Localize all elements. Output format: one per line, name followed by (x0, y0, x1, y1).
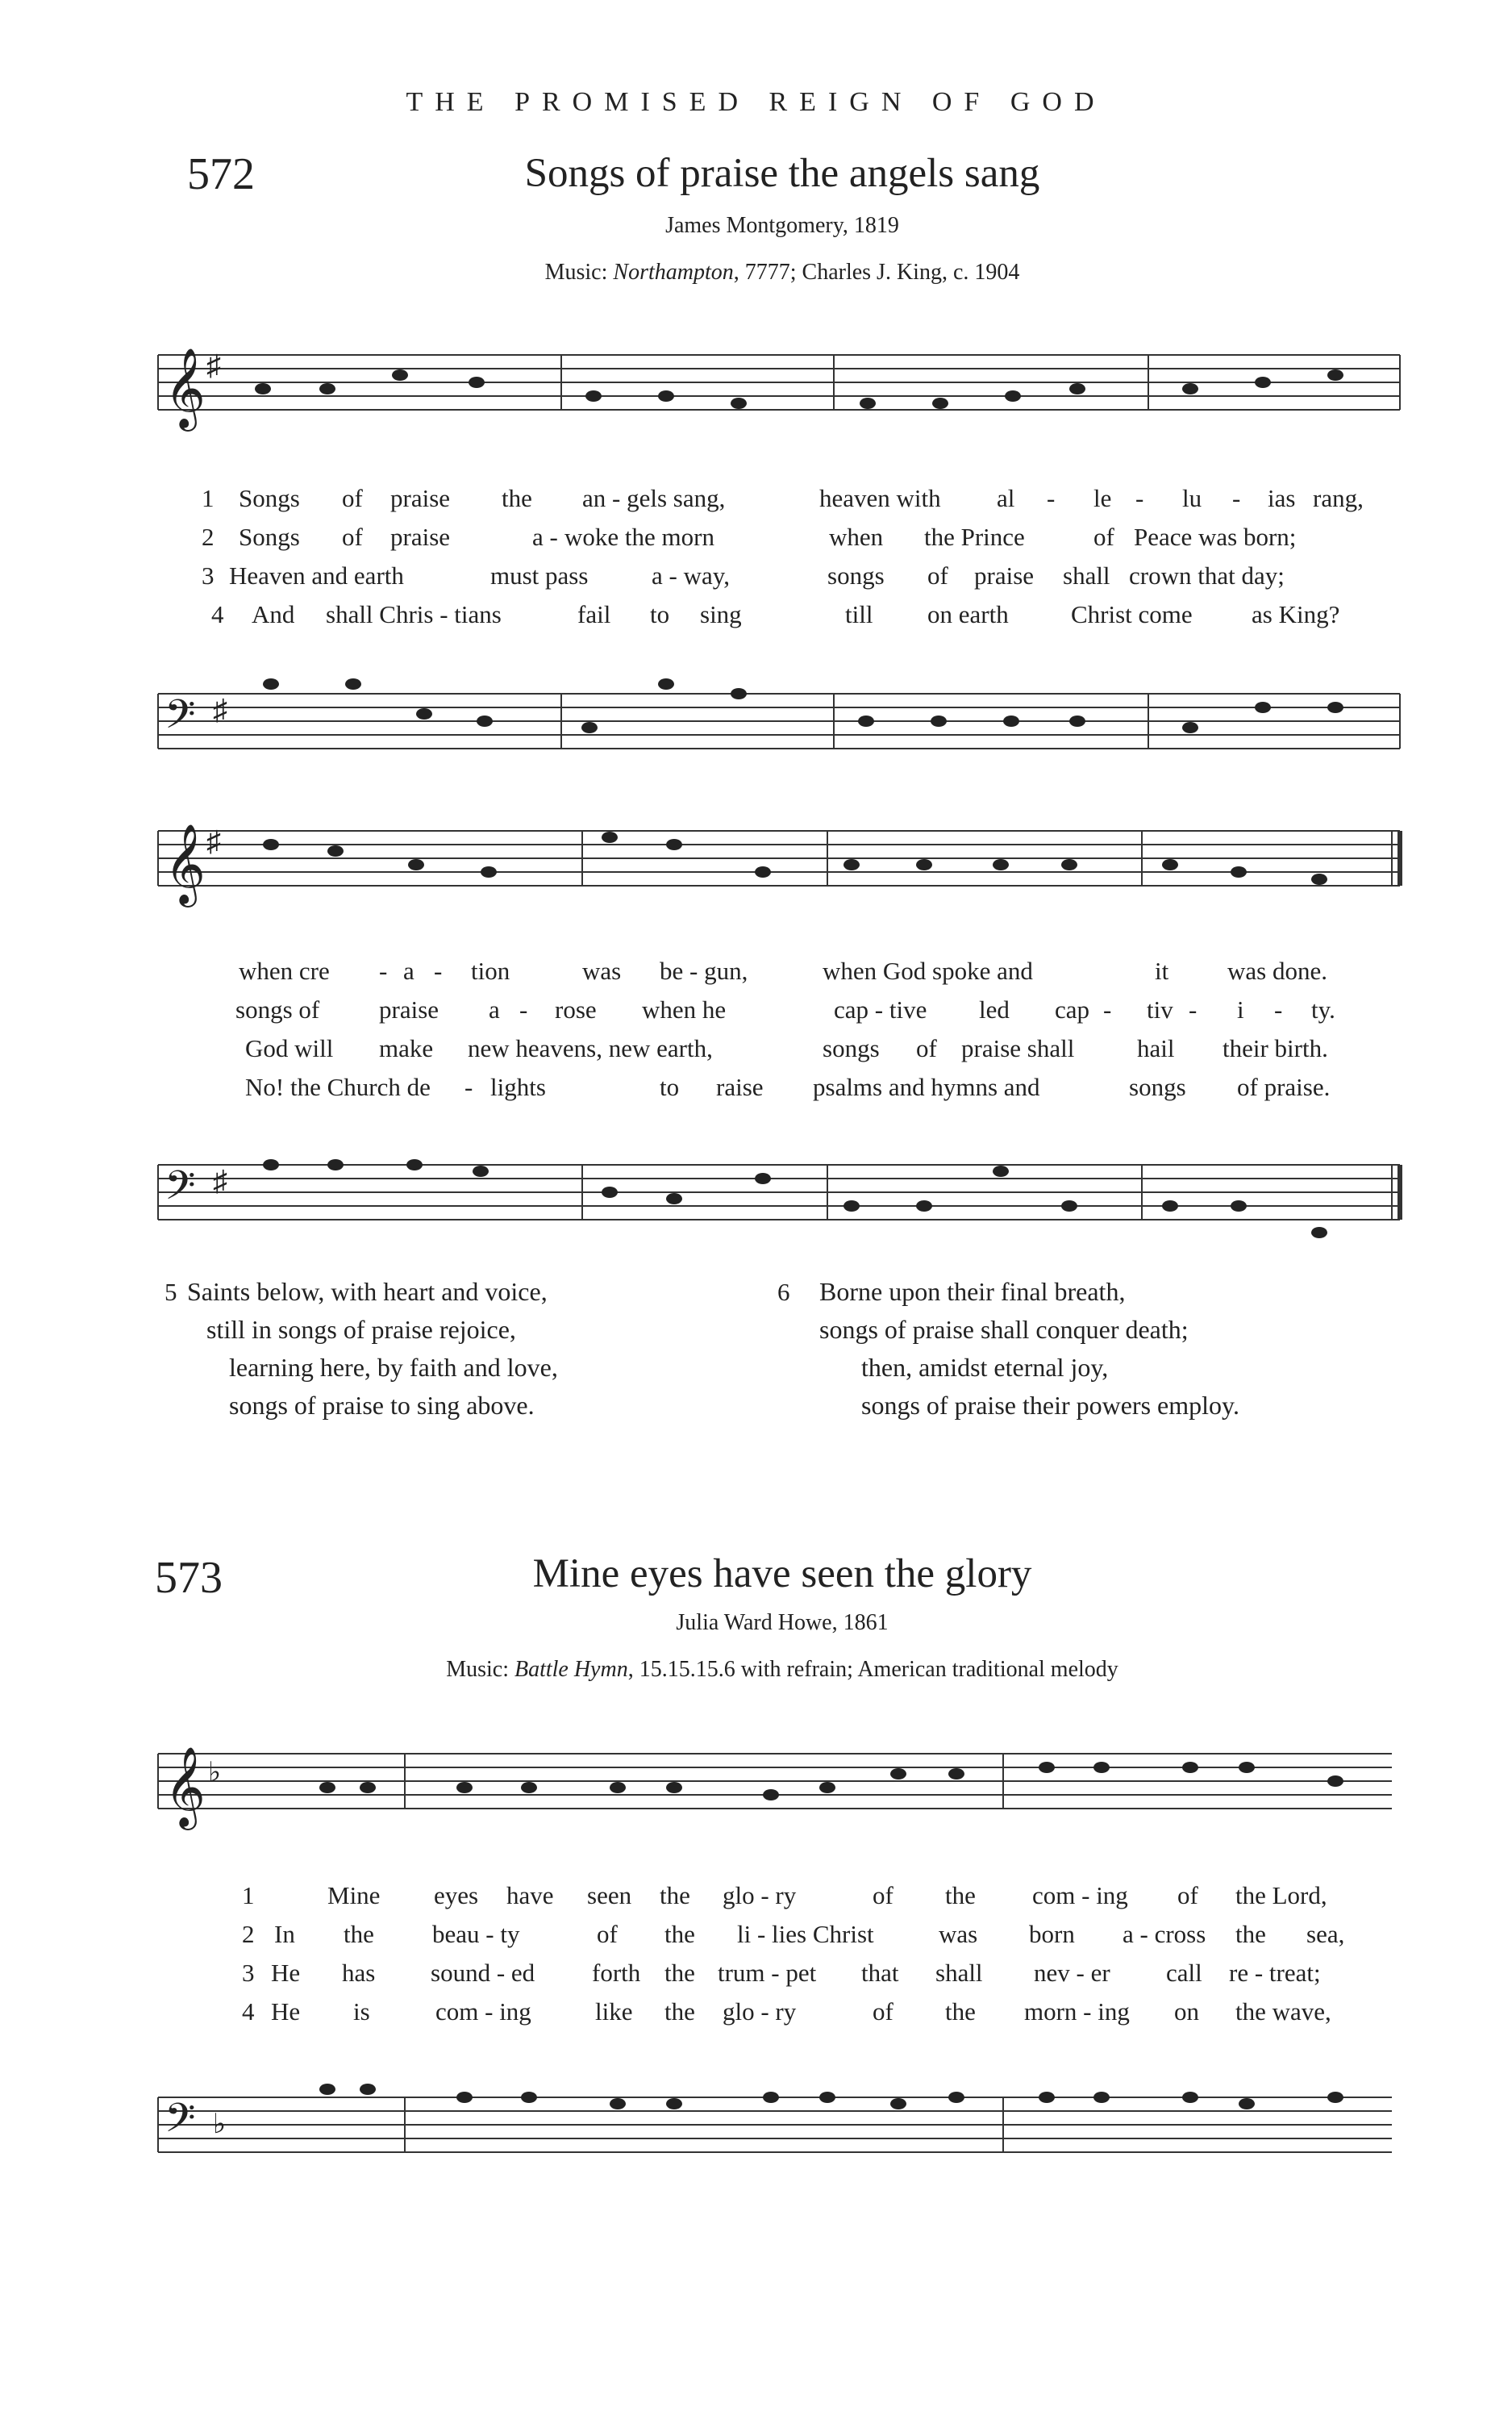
lyric-word: the Lord, (1235, 1881, 1327, 1909)
lyric-word: the (1235, 1920, 1266, 1948)
lyric-word: Peace was born; (1134, 523, 1297, 551)
lyric-word: make (379, 1034, 434, 1062)
lyric-word: on (1174, 1997, 1199, 2026)
lyric-word: - (1274, 995, 1283, 1024)
lyric-word: cap (1055, 995, 1090, 1024)
lyric-word: lights (490, 1073, 546, 1101)
treble-clef-icon: 𝄞 (165, 1748, 206, 1825)
lyric-word: the (664, 1959, 695, 1987)
stanza-number: 6 (777, 1278, 790, 1306)
lyric-word: it (1155, 957, 1169, 985)
lyric-word: com - ing (1032, 1881, 1128, 1909)
lyric-word: as King? (1252, 600, 1340, 628)
stanza-line: Saints below, with heart and voice, (187, 1277, 548, 1306)
lyric-word: be - gun, (660, 957, 748, 985)
stanza-line: Borne upon their final breath, (819, 1277, 1126, 1306)
lyric-word: Christ come (1071, 600, 1193, 628)
lyric-word: of (916, 1034, 937, 1062)
lyric-word: praise (974, 561, 1035, 590)
stanza-5 (187, 1273, 558, 1425)
lyric-word: was (939, 1920, 978, 1948)
lyric-word: songs of (235, 995, 320, 1024)
lyric-word: of (342, 523, 363, 551)
stanza-line: learning here, by faith and love, (229, 1353, 558, 1382)
hymn-572-music-credit (0, 260, 1512, 286)
lyric-word: com - ing (435, 1997, 531, 2026)
lyric-word: songs (1129, 1073, 1186, 1101)
bass-staff-573-1 (158, 2065, 1392, 2186)
lyric-word: Mine (327, 1881, 381, 1909)
bass-staff-572-1 (158, 670, 1400, 774)
sharp-icon: ♯ (206, 349, 221, 382)
hymn-572-title: Songs of praise the angels sang (524, 151, 1040, 196)
lyric-word: lu (1182, 484, 1202, 512)
lyric-word: ias (1268, 484, 1296, 512)
lyric-word: And (252, 600, 295, 628)
lyric-word: li - lies Christ (737, 1920, 874, 1948)
lyric-word: when God spoke and (823, 957, 1033, 985)
lyric-word: is (353, 1997, 370, 2026)
lyric-word: hail (1137, 1034, 1175, 1062)
lyric-word: led (979, 995, 1010, 1024)
lyric-word: praise (379, 995, 439, 1024)
lyric-word: fail (577, 600, 611, 628)
lyric-word: the (664, 1920, 695, 1948)
lyric-word: praise (390, 484, 451, 512)
lyric-word: psalms and hymns and (813, 1073, 1040, 1101)
verse-number: 1 (202, 484, 215, 512)
lyric-word: the (660, 1881, 690, 1909)
lyric-word: glo - ry (723, 1997, 797, 2026)
verse-number: 4 (242, 1997, 255, 2026)
lyric-word: of (873, 1881, 893, 1909)
lyric-word: an - gels sang, (582, 484, 726, 512)
lyric-word: - (1189, 995, 1198, 1024)
lyric-word: sound - ed (431, 1959, 535, 1987)
lyric-word: rose (555, 995, 597, 1024)
lyric-word: of (873, 1997, 893, 2026)
lyric-word: cap - tive (834, 995, 927, 1024)
treble-staff-573-1 (158, 1734, 1392, 1839)
lyric-word: of (927, 561, 948, 590)
hymn-572-author: James Montgomery, 1819 (665, 213, 899, 238)
verse-number: 4 (211, 600, 224, 628)
lyric-word: - (379, 957, 388, 985)
hymn-573-title: Mine eyes have seen the glory (532, 1551, 1032, 1596)
lyric-word: of (1093, 523, 1114, 551)
lyric-word: that (861, 1959, 899, 1987)
lyric-word: - (1232, 484, 1241, 512)
lyric-word: the (502, 484, 532, 512)
hymn-573-music-credit (0, 1657, 1512, 1683)
stanza-line: songs of praise their powers employ. (861, 1391, 1239, 1420)
lyric-word: the (664, 1997, 695, 2026)
verse-number: 3 (202, 561, 215, 590)
lyric-word: morn - ing (1024, 1997, 1130, 2026)
lyric-word: has (342, 1959, 376, 1987)
sharp-icon: ♯ (213, 694, 227, 726)
lyric-word: a (489, 995, 500, 1024)
lyric-word: sea, (1306, 1920, 1345, 1948)
verse-number: 3 (242, 1959, 255, 1987)
music-details: , 7777; Charles J. King, c. 1904 (733, 260, 1020, 285)
lyric-word: songs (823, 1034, 880, 1062)
lyric-word: was done. (1227, 957, 1327, 985)
lyric-word: al (997, 484, 1015, 512)
lyric-word: like (595, 1997, 633, 2026)
lyric-word: their birth. (1223, 1034, 1328, 1062)
lyric-word: He (271, 1997, 301, 2026)
lyric-word: of praise. (1237, 1073, 1331, 1101)
verse-number: 1 (242, 1881, 255, 1909)
treble-staff-572-2 (158, 815, 1400, 920)
lyric-word: seen (587, 1881, 632, 1909)
notes-572-bass-1 (263, 678, 1343, 733)
lyric-word: when cre (239, 957, 330, 985)
hymn-number-572: 572 (187, 149, 255, 199)
treble-clef-icon: 𝄞 (165, 825, 206, 903)
lyric-word: have (506, 1881, 554, 1909)
music-details: , 15.15.15.6 with refrain; American traditional melody (627, 1657, 1118, 1682)
stanza-number: 5 (165, 1278, 177, 1306)
lyric-word: when (829, 523, 884, 551)
lyric-word: must pass (490, 561, 589, 590)
stanza-line: songs of praise to sing above. (229, 1391, 535, 1420)
lyric-word: forth (592, 1959, 641, 1987)
lyric-word: to (650, 600, 670, 628)
lyric-word: songs (827, 561, 885, 590)
lyric-word: He (271, 1959, 301, 1987)
verse-number: 2 (242, 1920, 255, 1948)
lyric-word: call (1166, 1959, 1202, 1987)
notes-572-1 (255, 369, 1343, 409)
lyric-word: the Prince (924, 523, 1025, 551)
lyric-word: of (597, 1920, 618, 1948)
treble-staff-572-1 (158, 339, 1400, 436)
lyric-word: Heaven and earth (229, 561, 404, 590)
lyric-word: was (582, 957, 622, 985)
lyric-word: of (342, 484, 363, 512)
lyric-word: a - cross (1123, 1920, 1206, 1948)
lyric-word: a - way, (652, 561, 730, 590)
lyric-word: shall Chris - tians (326, 600, 502, 628)
bass-clef-icon: 𝄢 (165, 693, 196, 746)
lyric-word: ty. (1311, 995, 1335, 1024)
lyric-word: to (660, 1073, 680, 1101)
lyric-word: on earth (927, 600, 1009, 628)
lyric-word: i (1237, 995, 1244, 1024)
sharp-icon: ♯ (206, 825, 221, 857)
bass-staff-572-2 (158, 1137, 1400, 1250)
lyric-word: raise (716, 1073, 764, 1101)
lyric-word: when he (642, 995, 727, 1024)
lyric-word: praise shall (961, 1034, 1075, 1062)
treble-clef-icon: 𝄞 (165, 349, 206, 427)
lyric-word: heaven with (819, 484, 941, 512)
lyric-word: the (344, 1920, 374, 1948)
tune-name: Northampton (613, 260, 734, 285)
lyric-word: rang, (1313, 484, 1364, 512)
lyric-word: sing (700, 600, 742, 628)
music-prefix: Music: (544, 260, 614, 285)
lyric-word: eyes (434, 1881, 479, 1909)
section-header: THE PROMISED REIGN OF GOD (406, 87, 1106, 117)
lyric-word: a - (532, 523, 558, 551)
lyric-word: - (434, 957, 443, 985)
stanza-line: still in songs of praise rejoice, (206, 1315, 516, 1344)
bass-clef-icon: 𝄢 (165, 1164, 196, 1217)
lyric-word: praise (390, 523, 451, 551)
lyric-word: trum - pet (718, 1959, 817, 1987)
lyric-word: the (945, 1997, 976, 2026)
lyric-word: God will (245, 1034, 334, 1062)
hymn-number-573: 573 (155, 1553, 223, 1603)
lyric-word: the wave, (1235, 1997, 1331, 2026)
lyric-word: crown that day; (1129, 561, 1285, 590)
tune-name: Battle Hymn (514, 1657, 628, 1682)
lyric-word: No! the Church de (245, 1073, 431, 1101)
stanza-6 (819, 1273, 1239, 1425)
notes-572-bass-2 (263, 1159, 1327, 1238)
lyric-word: - (1135, 484, 1144, 512)
lyric-word: woke the morn (564, 523, 714, 551)
lyric-word: In (274, 1920, 295, 1948)
lyric-word: beau - ty (432, 1920, 520, 1948)
bass-clef-icon: 𝄢 (165, 2097, 196, 2150)
verse-number: 2 (202, 523, 215, 551)
stanza-line: then, amidst eternal joy, (861, 1353, 1109, 1382)
lyric-word: of (1177, 1881, 1198, 1909)
lyric-word: - (1047, 484, 1056, 512)
lyric-word: born (1029, 1920, 1075, 1948)
flat-icon: ♭ (208, 1758, 222, 1788)
lyric-word: tion (471, 957, 510, 985)
lyric-word: Songs (239, 523, 300, 551)
lyric-word: Songs (239, 484, 300, 512)
stanza-line: songs of praise shall conquer death; (819, 1315, 1189, 1344)
lyric-word: glo - ry (723, 1881, 797, 1909)
lyric-word: tiv (1147, 995, 1173, 1024)
lyric-word: shall (1063, 561, 1110, 590)
lyric-word: re - treat; (1229, 1959, 1321, 1987)
lyric-word: - (464, 1073, 473, 1101)
flat-icon: ♭ (213, 2109, 227, 2139)
lyric-word: a (403, 957, 414, 985)
lyric-word: - (519, 995, 528, 1024)
lyric-word: till (845, 600, 873, 628)
sharp-icon: ♯ (213, 1165, 227, 1197)
lyric-word: new heavens, new earth, (468, 1034, 713, 1062)
lyric-word: le (1093, 484, 1112, 512)
lyric-word: - (1103, 995, 1112, 1024)
music-prefix: Music: (446, 1657, 514, 1682)
lyric-word: shall (935, 1959, 983, 1987)
hymn-573-author: Julia Ward Howe, 1861 (676, 1610, 889, 1635)
lyric-word: nev - er (1034, 1959, 1110, 1987)
lyric-word: the (945, 1881, 976, 1909)
